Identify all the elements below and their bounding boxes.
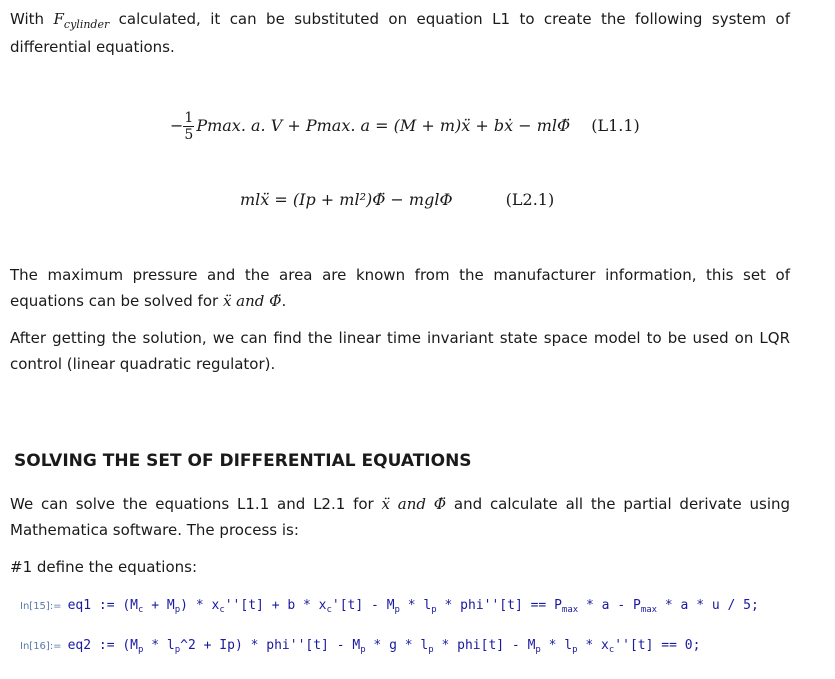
force-subscript: cylinder — [63, 18, 110, 31]
intro-text-start: With — [10, 10, 54, 28]
intro-paragraph — [10, 6, 790, 60]
equation-l1-1: − $\frac{1}{5}$ Pmax. a. V + Pmax. a = (M + m)ẍ + bẋ − mlΦ̈ (L1.1) — [170, 110, 640, 143]
mathematica-input-15: In[15]:= eq1 := $(M_c + M_p) * x_c''[t] + b * x_c'[t] - M_p * l_p * phi''[t] == P_{max} * a - P_{max} * a * u / 5$; — [20, 598, 759, 615]
solve-paragraph: We can solve the equations L1.1 and L2.1 for ẍ and Φ̈ and calculate all the partial derivate using Mathematica software. The process is: — [10, 495, 791, 539]
mathematica-input-16: In[16]:= eq2 := ($M_p$ * $l_p\^{}2 + Ip) * phi''[t] - M_p * g * l_p * phi[t] - M_p * l_p * x_c''[t] == 0$; — [20, 638, 701, 655]
intro-text-end: calculated, it can be substituted on equation L1 to create the following system of differential equations. — [10, 10, 791, 56]
step-one-label: #1 define the equations: — [10, 558, 198, 576]
equation-l2-1: mlẍ = (Ip + ml²)Φ̈ − mglΦ (L2.1) — [240, 190, 555, 209]
section-heading: SOLVING THE SET OF DIFFERENTIAL EQUATIONS — [14, 451, 472, 471]
pressure-paragraph: The maximum pressure and the area are known from the manufacturer information, this set of equations can be solved for ẍ and Φ̈. — [10, 266, 790, 310]
equation-tag-l1-1: (L1.1) — [591, 116, 640, 135]
input-label-16: In[16]:= — [20, 641, 62, 652]
input-label-15: In[15]:= — [20, 601, 62, 612]
equation-tag-l2-1: (L2.1) — [505, 190, 555, 209]
force-symbol: F — [53, 10, 64, 28]
lti-paragraph: After getting the solution, we can find the linear time invariant state space model to be used on LQR control (linear quadratic regulator). — [10, 329, 790, 373]
one-fifth-fraction: $\frac{1}{5}$ — [184, 110, 194, 143]
